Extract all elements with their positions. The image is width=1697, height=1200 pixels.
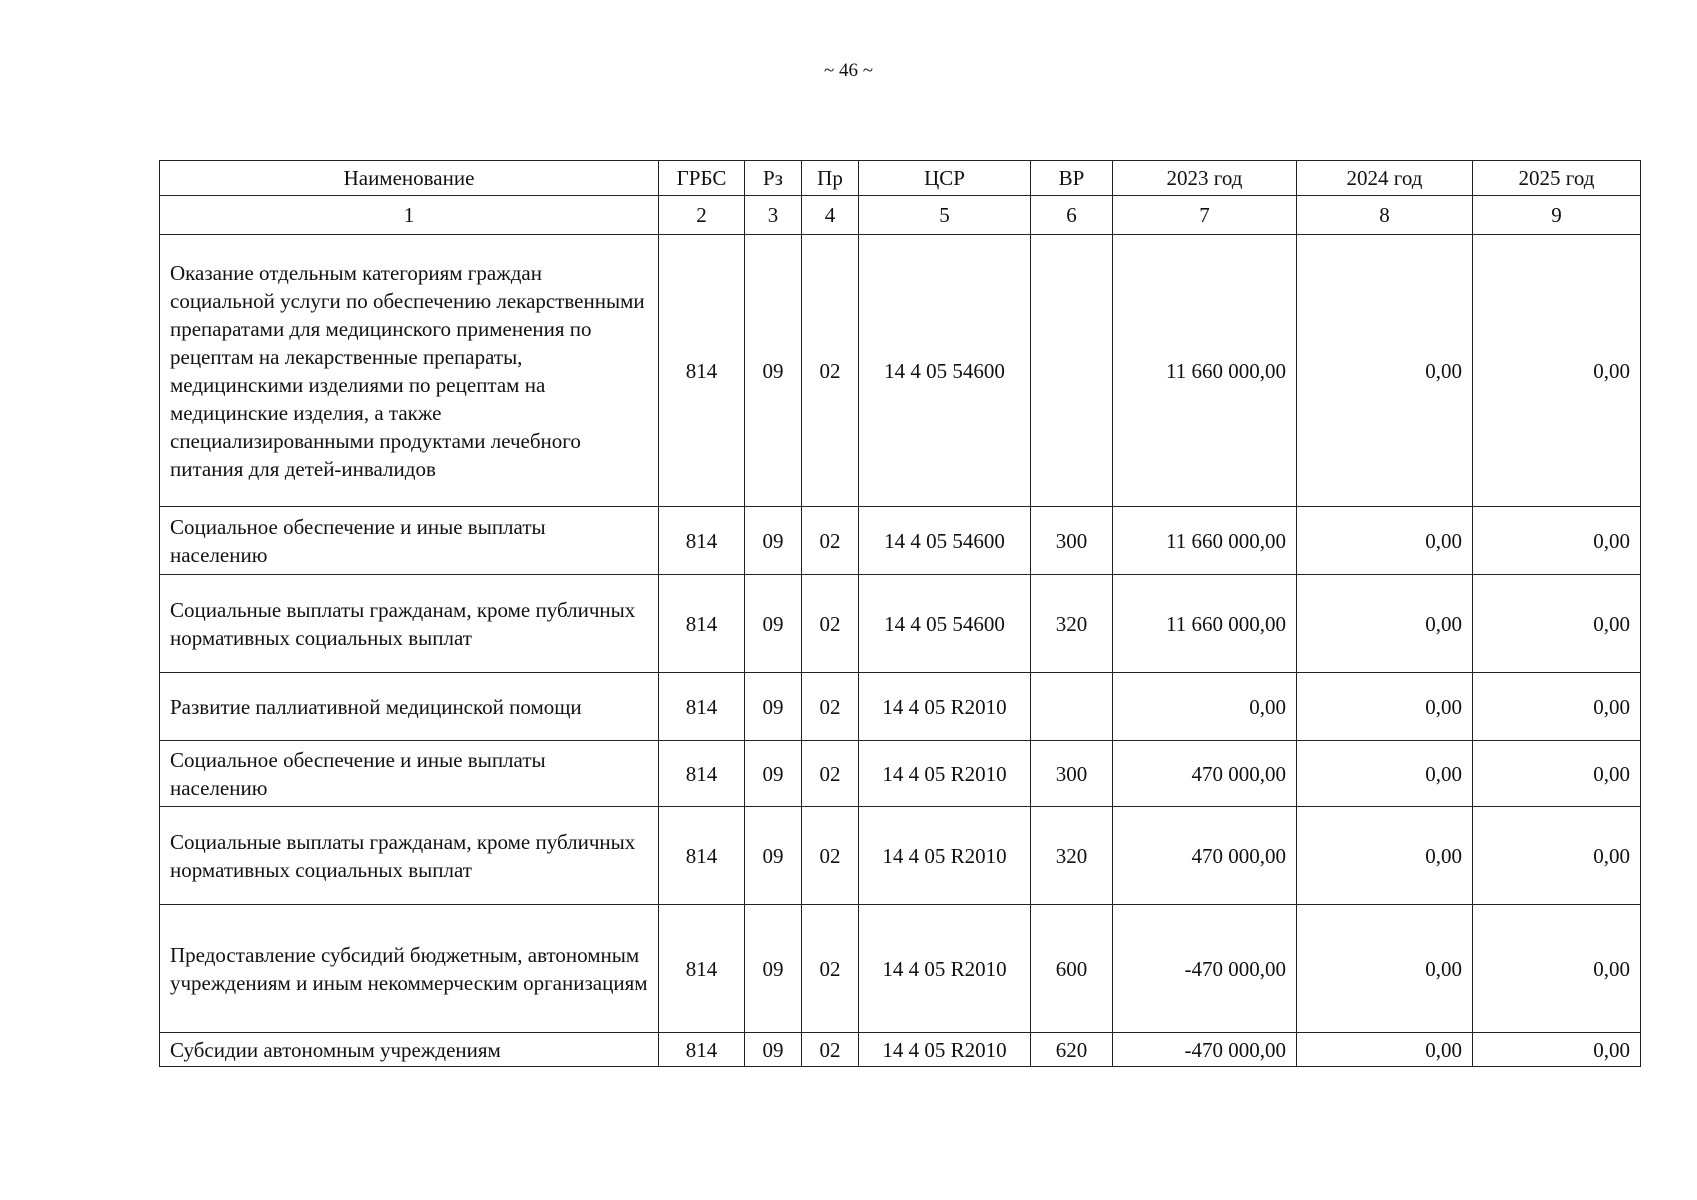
cell-2024: 0,00 [1297,673,1473,741]
cell-rz: 09 [745,673,802,741]
cell-name: Социальные выплаты гражданам, кроме публичных нормативных социальных выплат [160,807,659,905]
cell-rz: 09 [745,905,802,1033]
column-number: 8 [1297,196,1473,235]
header-2024: 2024 год [1297,161,1473,196]
cell-2025: 0,00 [1473,807,1641,905]
cell-pr: 02 [802,673,859,741]
table-row [160,673,1641,741]
table-row [160,905,1641,1033]
cell-csr: 14 4 05 54600 [859,235,1031,507]
cell-csr: 14 4 05 R2010 [859,807,1031,905]
cell-rz: 09 [745,575,802,673]
cell-vr: 600 [1031,905,1113,1033]
header-rz: Рз [745,161,802,196]
cell-rz: 09 [745,1033,802,1067]
cell-2023: 470 000,00 [1113,807,1297,905]
cell-name: Социальное обеспечение и иные выплаты населению [160,741,659,807]
cell-rz: 09 [745,235,802,507]
cell-2025: 0,00 [1473,1033,1641,1067]
cell-pr: 02 [802,741,859,807]
cell-2024: 0,00 [1297,1033,1473,1067]
cell-2024: 0,00 [1297,235,1473,507]
header-name: Наименование [160,161,659,196]
column-number: 3 [745,196,802,235]
header-grbs: ГРБС [659,161,745,196]
cell-pr: 02 [802,235,859,507]
column-number: 2 [659,196,745,235]
column-number: 9 [1473,196,1641,235]
cell-2023: 11 660 000,00 [1113,235,1297,507]
cell-csr: 14 4 05 R2010 [859,905,1031,1033]
cell-2023: -470 000,00 [1113,1033,1297,1067]
cell-2023: 11 660 000,00 [1113,575,1297,673]
cell-name: Предоставление субсидий бюджетным, автономным учреждениям и иным некоммерческим организациям [160,905,659,1033]
cell-grbs: 814 [659,235,745,507]
header-pr: Пр [802,161,859,196]
cell-csr: 14 4 05 R2010 [859,1033,1031,1067]
cell-2025: 0,00 [1473,575,1641,673]
cell-grbs: 814 [659,575,745,673]
cell-grbs: 814 [659,905,745,1033]
cell-csr: 14 4 05 54600 [859,575,1031,673]
cell-pr: 02 [802,575,859,673]
cell-2024: 0,00 [1297,575,1473,673]
column-index-row [160,196,1641,235]
cell-csr: 14 4 05 R2010 [859,741,1031,807]
cell-name: Субсидии автономным учреждениям [160,1033,659,1067]
table-row [160,235,1641,507]
header-row [160,161,1641,196]
cell-rz: 09 [745,507,802,575]
table-body [160,196,1641,1067]
cell-csr: 14 4 05 54600 [859,507,1031,575]
cell-vr: 300 [1031,741,1113,807]
page-number: ~ 46 ~ [823,60,874,81]
cell-vr: 320 [1031,575,1113,673]
column-number: 7 [1113,196,1297,235]
cell-name: Социальное обеспечение и иные выплаты населению [160,507,659,575]
header-csr: ЦСР [859,161,1031,196]
cell-2025: 0,00 [1473,741,1641,807]
header-vr: ВР [1031,161,1113,196]
cell-vr: 320 [1031,807,1113,905]
cell-2023: 11 660 000,00 [1113,507,1297,575]
cell-rz: 09 [745,807,802,905]
cell-pr: 02 [802,1033,859,1067]
header-2023: 2023 год [1113,161,1297,196]
cell-grbs: 814 [659,673,745,741]
column-number: 4 [802,196,859,235]
cell-name: Оказание отдельным категориям граждан социальной услуги по обеспечению лекарственными препаратами для медицинского применения по рецептам на лекарственные препараты, медицинскими изделиями по рецептам на медицинские изделия, а также специализированными продуктами лечебного питания для детей-инвалидов [160,235,659,507]
cell-2025: 0,00 [1473,905,1641,1033]
table-row [160,1033,1641,1067]
cell-grbs: 814 [659,741,745,807]
cell-2024: 0,00 [1297,507,1473,575]
cell-pr: 02 [802,507,859,575]
cell-grbs: 814 [659,1033,745,1067]
cell-2024: 0,00 [1297,807,1473,905]
cell-2025: 0,00 [1473,235,1641,507]
cell-csr: 14 4 05 R2010 [859,673,1031,741]
column-number: 6 [1031,196,1113,235]
table-row [160,741,1641,807]
cell-vr [1031,235,1113,507]
table-row [160,507,1641,575]
cell-2023: 470 000,00 [1113,741,1297,807]
column-number: 1 [160,196,659,235]
cell-pr: 02 [802,905,859,1033]
cell-rz: 09 [745,741,802,807]
cell-2023: 0,00 [1113,673,1297,741]
column-number: 5 [859,196,1031,235]
cell-2025: 0,00 [1473,673,1641,741]
cell-pr: 02 [802,807,859,905]
cell-vr: 620 [1031,1033,1113,1067]
cell-2024: 0,00 [1297,905,1473,1033]
cell-grbs: 814 [659,507,745,575]
cell-vr [1031,673,1113,741]
cell-name: Социальные выплаты гражданам, кроме публичных нормативных социальных выплат [160,575,659,673]
cell-grbs: 814 [659,807,745,905]
table-row [160,807,1641,905]
budget-table [159,160,1641,1067]
cell-vr: 300 [1031,507,1113,575]
header-2025: 2025 год [1473,161,1641,196]
table-row [160,575,1641,673]
cell-name: Развитие паллиативной медицинской помощи [160,673,659,741]
cell-2023: -470 000,00 [1113,905,1297,1033]
cell-2025: 0,00 [1473,507,1641,575]
cell-2024: 0,00 [1297,741,1473,807]
